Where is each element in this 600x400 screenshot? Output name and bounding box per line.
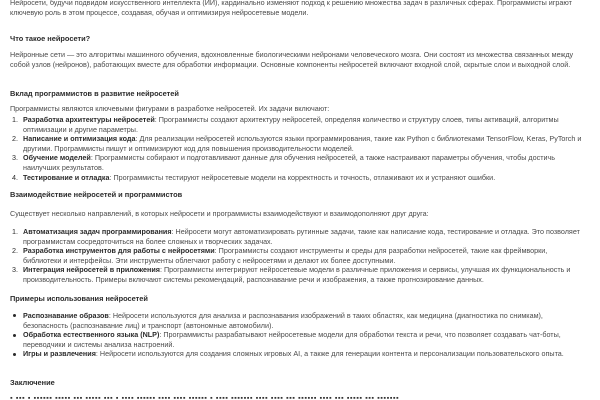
bullet-icon <box>13 353 16 356</box>
list-item <box>10 265 586 284</box>
list-item-term: Обучение моделей <box>23 153 91 163</box>
list-item <box>10 153 586 172</box>
list-item-text: : Нейросети используются для анализа и распознавания изображений в таких областях, как медицина (диагностика по снимкам), безопасность (распознавание лиц) и транспорт (автономные автомобили). <box>23 311 543 330</box>
s3-list <box>10 227 586 285</box>
list-item-text: : Программисты тестируют нейросетевые модели на корректность и точность, отлаживают их и устраняют ошибки. <box>109 172 496 182</box>
heading-examples: Примеры использования нейросетей <box>10 294 148 303</box>
list-item-term: Разработка архитектуры нейросетей <box>23 115 155 124</box>
list-number: 4. <box>12 172 18 182</box>
list-number: 3. <box>12 265 18 275</box>
list-item-term: Интеграция нейросетей в приложения <box>23 265 160 275</box>
bullet-icon <box>13 314 16 317</box>
list-item-text: : Программисты создают инструменты и среды для разработки нейросетей, такие как фреймворки, библиотеки и интерфейсы. Эти инструменты облегчают работу с нейросетями и делают их более доступными. <box>23 246 548 265</box>
heading-what-are-neural-nets: Что такое нейросети? <box>10 34 91 43</box>
heading-conclusion: Заключение <box>10 378 55 387</box>
list-item <box>10 134 586 153</box>
list-item-text: : Программисты собирают и подготавливают данные для обучения нейросетей, а также настраивают параметры обучения, чтобы достичь наилучших результатов. <box>23 153 555 172</box>
list-item <box>10 227 586 246</box>
list-item-text: : Для реализации нейросетей используются языки программирования, такие как Python с библиотеками TensorFlow, Keras, PyTorch и другими. Программисты пишут и оптимизируют код для повышения производительности моделей. <box>23 134 582 153</box>
list-item-text: : Нейросети используются для создания сложных игровых AI, а также для генерации контента и персонализации пользовательского опыта. <box>95 349 564 359</box>
s2-list <box>10 115 586 182</box>
list-item <box>10 246 586 265</box>
list-item-term: Обработка естественного языка (NLP) <box>23 330 160 340</box>
list-item <box>10 349 586 359</box>
list-number: 1. <box>12 227 18 236</box>
list-item-term: Разработка инструментов для работы с нейросетями <box>23 246 215 256</box>
s3-paragraph: Существует несколько направлений, в которых нейросети и программисты взаимодействуют и взаимодополняют друг друга: <box>10 209 429 218</box>
list-item-term: Автоматизация задач программирования <box>23 227 172 236</box>
list-item <box>10 115 586 134</box>
list-item-text: : Программисты интегрируют нейросетевые модели в различные приложения и сервисы, улучшая их функциональность и производительность. Примеры включают системы рекомендаций, распознавание речи и изображения, а также прогнозирование данных. <box>23 265 571 284</box>
list-item-text: : Нейросети могут автоматизировать рутинные задачи, такие как написание кода, тестирование и отладка. Это позволяет программистам сосредоточиться на более сложных и творческих задачах. <box>23 227 580 246</box>
list-item-term: Тестирование и отладка <box>23 172 110 182</box>
heading-interaction: Взаимодействие нейросетей и программистов <box>10 190 183 199</box>
heading-programmers-contribution: Вклад программистов в развитие нейросетей <box>10 89 179 98</box>
s2-paragraph: Программисты являются ключевыми фигурами в разработке нейросетей. Их задачи включают: <box>10 104 330 113</box>
list-number: 3. <box>12 153 18 163</box>
list-number: 2. <box>12 246 18 256</box>
list-item-text: : Программисты создают архитектуру нейросетей, определяя количество и структуру слоев, типы активаций, алгоритмы оптимизации и другие параметры. <box>23 115 559 134</box>
list-item <box>10 311 586 330</box>
list-item <box>10 173 586 183</box>
list-item-term: Распознавание образов <box>23 311 109 320</box>
s4-list <box>10 311 586 359</box>
list-number: 2. <box>12 134 18 144</box>
list-number: 1. <box>12 115 18 124</box>
bullet-icon <box>13 334 16 337</box>
list-item <box>10 330 586 349</box>
s1-paragraph: Нейронные сети — это алгоритмы машинного обучения, вдохновленные биологическими нейронами человеческого мозга. Они состоят из множества связанных между собой узлов (нейронов), работающих вместе для обработки информации. Основные компоненты нейросетей включают входной слой, скрытые слои и выходной слой. <box>10 50 574 69</box>
list-item-term: Написание и оптимизация кода <box>23 134 136 144</box>
list-item-term: Игры и развлечения <box>23 349 96 359</box>
list-item-text: : Программисты разрабатывают нейросетевые модели для обработки текста и речи, что позволяет создавать чат-боты, переводчики и системы анализа настроений. <box>23 330 561 349</box>
intro-paragraph: Нейросети, будучи подвидом искусственного интеллекта (ИИ), кардинально изменяют подход к решению множества задач в различных сферах. Программисты играют ключевую роль в этом процессе, создавая, обучая и оптимизируя нейросетевые модели. <box>10 0 572 17</box>
cut-off-paragraph: ▪ ▪▪▪ ▪ ▪▪▪▪▪▪ ▪▪▪▪▪ ▪▪▪ ▪▪▪▪▪ ▪▪▪ ▪ ▪▪▪▪ ▪▪▪▪▪▪ ▪▪▪▪ ▪▪▪▪ ▪▪▪▪▪▪ ▪ ▪▪▪▪ ▪▪▪▪▪▪▪ ▪▪▪▪ ▪▪▪▪ ▪▪▪ ▪▪▪▪▪▪ ▪▪▪▪ ▪▪▪ ▪▪▪▪▪ ▪▪▪ ▪▪▪▪▪▪▪ <box>10 393 400 400</box>
